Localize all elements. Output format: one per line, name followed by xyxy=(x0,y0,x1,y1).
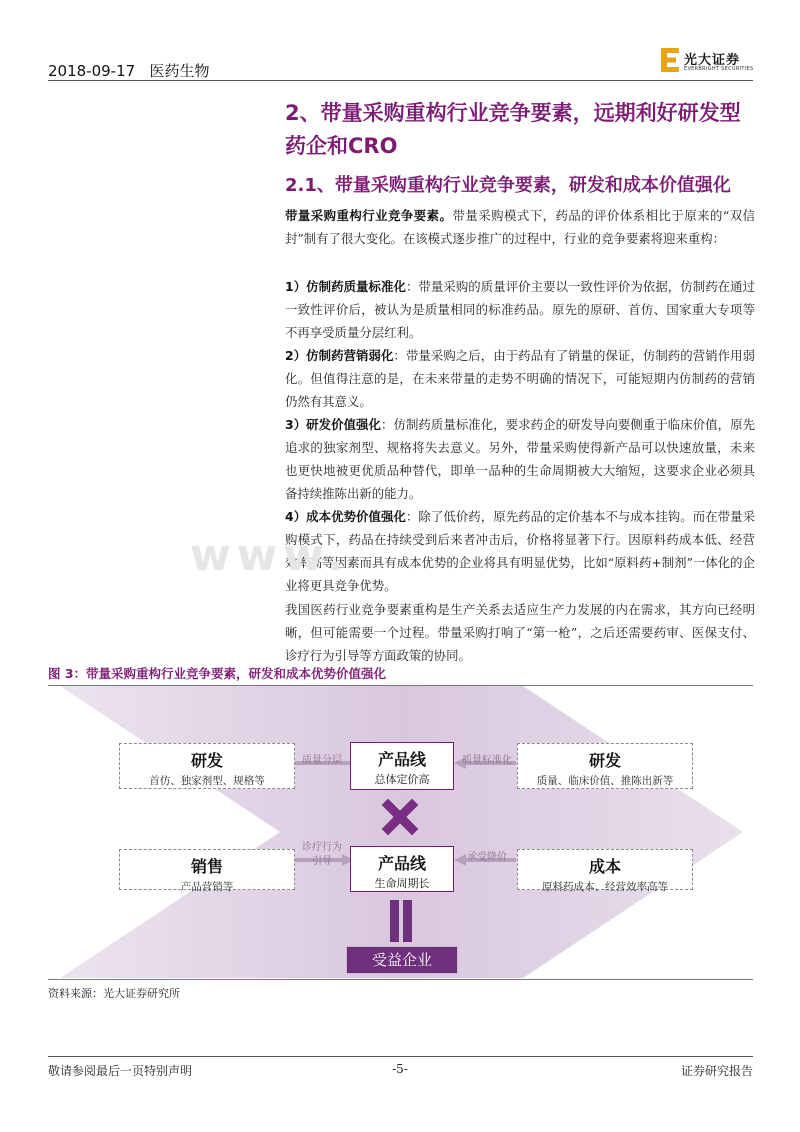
box-subtitle: 生命周期长 xyxy=(374,877,430,890)
figure-title: 图 3：带量采购重构行业竞争要素，研发和成本优势价值强化 xyxy=(48,666,387,681)
paragraph-intro xyxy=(285,204,755,250)
paragraph-point-3 xyxy=(285,413,755,505)
box-subtitle: 产品营销等 xyxy=(180,881,234,893)
paragraph-text: ：带量采购的质量评价主要以一致性评价为依据，仿制药在通过一致性评价后，被认为是质量相同的标准药品。原先的原研、首仿、国家重大专项等不再享受质量分层红利。 xyxy=(285,279,756,340)
box-subtitle: 首仿、独家剂型、规格等 xyxy=(149,775,265,787)
report-sector: 医药生物 xyxy=(149,62,210,80)
watermark: www. xyxy=(190,530,350,581)
figure-background xyxy=(48,686,753,978)
box-title: 研发 xyxy=(190,751,223,770)
report-date: 2018-09-17 xyxy=(48,62,136,80)
footer-report-type: 证券研究报告 xyxy=(680,1064,753,1078)
footer-divider xyxy=(48,1056,753,1057)
box-title: 产品线 xyxy=(377,854,426,873)
section-heading: 2、带量采购重构行业竞争要素，远期利好研发型药企和CRO xyxy=(285,101,741,158)
header-divider xyxy=(48,80,753,81)
logo-text-cn: 光大证券 xyxy=(684,53,741,68)
everbright-logo-icon xyxy=(661,48,679,72)
arrow-label-bottom-left-2: 引导 xyxy=(312,856,332,867)
paragraph-lead: 4）成本优势价值强化 xyxy=(285,509,406,524)
footer-disclaimer: 敬请参阅最后一页特别声明 xyxy=(48,1064,193,1078)
paragraph-lead: 3）研发价值强化 xyxy=(285,417,381,432)
figure-source: 资料来源：光大证券研究所 xyxy=(48,987,180,1000)
logo-text-en: EVERBRIGHT SECURITIES xyxy=(684,66,754,72)
paragraph-lead: 2）仿制药营销弱化 xyxy=(285,348,394,363)
report-date-sector xyxy=(48,60,210,81)
box-right-top xyxy=(517,743,693,789)
box-title: 成本 xyxy=(588,857,621,876)
paragraph-text: 我国医药行业竞争要素重构是生产关系去适应生产力发展的内在需求，其方向已经明晰，但可能需要一个过程。带量采购打响了“第一枪”，之后还需要药审、医保支付、诊疗行为引导等方面政策的协同。 xyxy=(285,602,755,663)
paragraph-point-2 xyxy=(285,344,755,413)
box-subtitle: 总体定价高 xyxy=(374,773,430,786)
chevron-arrow-shape xyxy=(60,686,743,978)
paragraph-lead: 带量采购重构行业竞争要素。 xyxy=(285,208,453,223)
paragraph-text: ：仿制药质量标准化，要求药企的研发导向要侧重于临床价值，原先追求的独家剂型、规格将失去意义。另外，带量采购使得新产品可以快速放量，未来也更快地被更优质品种替代，即单一品种的生命周期被大大缩短，这要求企业必须具备持续推陈出新的能力。 xyxy=(285,417,756,501)
page-number: -5- xyxy=(392,1062,408,1076)
arrow-label-top-right: 质量标准化 xyxy=(462,755,512,766)
box-left-top xyxy=(119,743,295,789)
box-right-bottom xyxy=(517,849,693,893)
section-subheading: 2.1、带量采购重构行业竞争要素，研发和成本价值强化 xyxy=(285,175,731,196)
paragraph-text: ：除了低价药，原先药品的定价基本不与成本挂钩。而在带量采购模式下，药品在持续受到后来者冲击后，价格将显著下行。因原料药成本低、经营效率高等因素而具有成本优势的企业将具有明显优势，比如“原料药+制剂”一体化的企业将更具竞争优势。 xyxy=(285,509,756,593)
arrow-label-bottom-right: 承受降价 xyxy=(467,852,507,863)
box-title: 研发 xyxy=(588,751,621,770)
box-left-bottom xyxy=(119,849,295,893)
box-center-bottom xyxy=(350,846,454,892)
paragraph-lead: 1）仿制药质量标准化 xyxy=(285,279,406,294)
box-subtitle: 质量、临床价值、推陈出新等 xyxy=(536,775,674,787)
paragraph-point-4 xyxy=(285,505,755,597)
box-subtitle: 原料药成本、经营效率高等 xyxy=(542,881,668,893)
arrow-label-top-left: 质量分层 xyxy=(302,755,342,766)
box-center-top xyxy=(350,742,454,790)
benefit-box: 受益企业 xyxy=(346,946,458,974)
box-title: 销售 xyxy=(190,857,223,876)
paragraph-point-1 xyxy=(285,275,755,344)
box-title: 产品线 xyxy=(377,750,426,769)
paragraph-text: 带量采购模式下，药品的评价体系相比于原来的“双信封”制有了很大变化。在该模式逐步推广的过程中，行业的竞争要素将迎来重构： xyxy=(285,208,755,246)
paragraph-text: ：带量采购之后，由于药品有了销量的保证，仿制药的营销作用弱化。但值得注意的是，在未来带量的走势不明确的情况下，可能短期内仿制药的营销仍然有其意义。 xyxy=(285,348,756,409)
paragraph-conclusion xyxy=(285,598,755,667)
arrow-label-bottom-left-1: 诊疗行为 xyxy=(302,842,342,853)
figure-bottom-divider xyxy=(48,979,753,980)
